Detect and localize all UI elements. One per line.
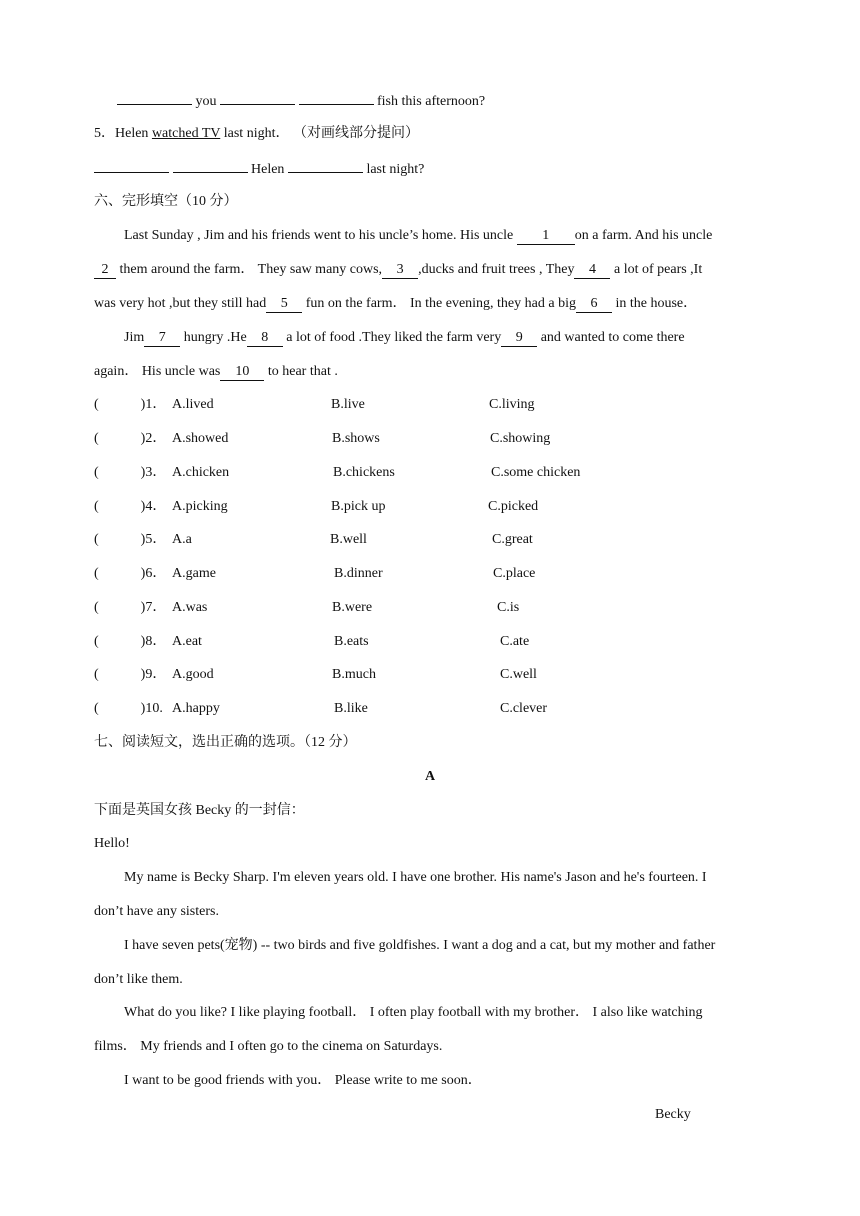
letter-paragraph-line: I have seven pets(宠物) -- two birds and five goldfishes. I want a dog and a cat, but my mother and father	[124, 938, 716, 953]
option-c[interactable]: C.some chicken	[491, 465, 581, 480]
option-a[interactable]: A.happy	[172, 701, 220, 716]
option-a[interactable]: A.chicken	[172, 465, 230, 480]
option-b[interactable]: B.pick up	[331, 499, 386, 514]
option-b[interactable]: B.much	[332, 667, 376, 682]
answer-blank[interactable]	[117, 91, 192, 105]
cloze-blank[interactable]: 7	[144, 330, 180, 347]
option-a[interactable]: A.eat	[172, 634, 202, 649]
section-6-title: 六、完形填空（10 分）	[94, 194, 238, 209]
answer-blank[interactable]	[220, 91, 295, 105]
option-b[interactable]: B.dinner	[334, 566, 383, 581]
cloze-blank[interactable]: 1	[517, 228, 575, 245]
option-b[interactable]: B.were	[332, 600, 373, 615]
option-b[interactable]: B.shows	[332, 431, 380, 446]
letter-paragraph-line: don’t like them.	[94, 972, 183, 987]
cloze-blank[interactable]: 3	[382, 262, 418, 279]
letter-intro: 下面是英国女孩 Becky 的一封信：	[94, 803, 305, 818]
option-a[interactable]: A.picking	[172, 499, 228, 514]
option-row-number[interactable]: ( )5．	[94, 532, 167, 547]
option-c[interactable]: C.living	[489, 397, 535, 412]
cloze-blank[interactable]: 8	[247, 330, 283, 347]
option-row-number[interactable]: ( )1．	[94, 397, 167, 412]
answer-blank[interactable]	[299, 91, 374, 105]
answer-blank[interactable]	[94, 159, 169, 173]
letter-paragraph-line: What do you like? I like playing football． I often play football with my brother． I also like watching	[124, 1005, 703, 1020]
underlined-phrase: watched TV	[151, 126, 221, 141]
option-a[interactable]: A.a	[172, 532, 192, 547]
cloze-blank[interactable]: 5	[266, 296, 302, 313]
option-c[interactable]: C.well	[500, 667, 537, 682]
letter-greeting: Hello!	[94, 836, 130, 851]
option-row-number[interactable]: ( )3．	[94, 465, 167, 480]
cloze-blank[interactable]: 2	[94, 262, 116, 279]
option-c[interactable]: C.showing	[490, 431, 551, 446]
answer-blank[interactable]	[173, 159, 248, 173]
option-row-number[interactable]: ( )8．	[94, 634, 167, 649]
option-row-number[interactable]: ( )10.	[94, 701, 163, 716]
letter-paragraph-line: I want to be good friends with you． Please write to me soon．	[124, 1073, 482, 1088]
cloze-blank[interactable]: 4	[574, 262, 610, 279]
letter-paragraph-line: My name is Becky Sharp. I'm eleven years old. I have one brother. His name's Jason and he's fourteen. I	[124, 870, 707, 885]
answer-blank[interactable]	[288, 159, 363, 173]
option-a[interactable]: A.lived	[172, 397, 214, 412]
option-a[interactable]: A.good	[172, 667, 214, 682]
cloze-blank[interactable]: 6	[576, 296, 612, 313]
option-c[interactable]: C.ate	[500, 634, 530, 649]
instruction-note: （对画线部分提问）	[292, 126, 419, 141]
option-b[interactable]: B.eats	[334, 634, 369, 649]
cloze-passage-line: was very hot ,but they still had 5 fun on the farm． In the evening, they had a big 6 in the house．	[94, 296, 698, 311]
option-b[interactable]: B.well	[330, 532, 367, 547]
option-c[interactable]: C.picked	[488, 499, 539, 514]
letter-signature: Becky	[655, 1107, 691, 1122]
option-c[interactable]: C.great	[492, 532, 533, 547]
cloze-passage-line: 2 them around the farm． They saw many cows, 3 ,ducks and fruit trees , They 4 a lot of pears ,It	[94, 261, 702, 279]
q4-answer-line: you fish this afternoon?	[117, 91, 485, 111]
option-c[interactable]: C.is	[497, 600, 520, 615]
option-b[interactable]: B.chickens	[333, 465, 395, 480]
option-row-number[interactable]: ( )4．	[94, 499, 167, 514]
q5-answer-line: Helen last night?	[94, 159, 424, 179]
q5-question: 5．Helen watched TV last night． （对画线部分提问）	[94, 126, 419, 141]
cloze-blank[interactable]: 9	[501, 330, 537, 347]
cloze-passage-line: Jim 7 hungry .He 8 a lot of food .They liked the farm very 9 and wanted to come there	[124, 330, 685, 345]
cloze-passage-line: again． His uncle was 10 to hear that .	[94, 364, 338, 379]
option-row-number[interactable]: ( )9．	[94, 667, 167, 682]
section-7-title: 七、阅读短文，选出正确的选项。（12 分）	[94, 735, 357, 750]
option-a[interactable]: A.showed	[172, 431, 229, 446]
option-b[interactable]: B.live	[331, 397, 365, 412]
option-b[interactable]: B.like	[334, 701, 368, 716]
option-row-number[interactable]: ( )2．	[94, 431, 167, 446]
option-a[interactable]: A.was	[172, 600, 208, 615]
option-c[interactable]: C.place	[493, 566, 536, 581]
letter-paragraph-line: films． My friends and I often go to the cinema on Saturdays.	[94, 1039, 443, 1054]
option-a[interactable]: A.game	[172, 566, 216, 581]
cloze-blank[interactable]: 10	[220, 364, 264, 381]
option-row-number[interactable]: ( )7．	[94, 600, 167, 615]
cloze-passage-line: Last Sunday , Jim and his friends went to his uncle’s home. His uncle 1 on a farm. And his uncle	[124, 228, 713, 243]
option-row-number[interactable]: ( )6．	[94, 566, 167, 581]
option-c[interactable]: C.clever	[500, 701, 548, 716]
part-heading: A	[424, 769, 436, 784]
letter-paragraph-line: don’t have any sisters.	[94, 904, 219, 919]
